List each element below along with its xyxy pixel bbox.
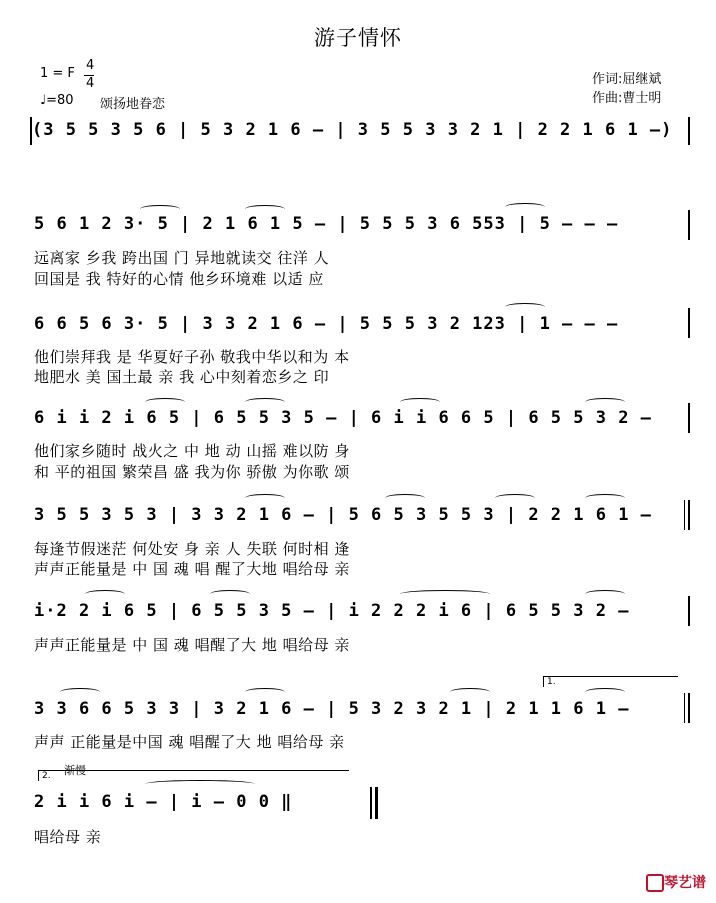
composer: 作曲:曹士明	[592, 91, 662, 106]
slur	[210, 590, 250, 598]
volta-1-label: 1.	[547, 677, 556, 687]
slur	[495, 494, 535, 502]
lyrics-row-5-verse-1: 每逢节假迷茫 何处安 身 亲 人 失联 何时相 逢	[34, 540, 350, 558]
watermark-text: 琴艺谱	[664, 875, 706, 891]
lyrics-row-3-verse-2: 地肥水 美 国土最 亲 我 心中刻着恋乡之 印	[34, 368, 330, 386]
notation-row-5: 3 5 5 3 5 3 | 3 3 2 1 6 – | 5 6 5 3 5 5 3 | 2 2 1 6 1 –	[34, 505, 652, 525]
lyrics-row-2-verse-1: 远离家 乡我 跨出国 门 异地就读交 往洋 人	[34, 249, 330, 267]
slur	[585, 398, 625, 406]
tempo-mark: ♩=80	[40, 93, 74, 108]
lyrics-row-7: 声声 正能量是中国 魂 唱醒了大 地 唱给母 亲	[34, 733, 345, 751]
notation-row-7: 3 3 6 6 5 3 3 | 3 2 1 6 – | 5 3 2 3 2 1 | 2 1 1 6 1 –	[34, 699, 630, 719]
slur	[85, 590, 125, 598]
repeat-barline	[688, 500, 690, 530]
slur	[245, 398, 285, 406]
slur	[245, 494, 285, 502]
repeat-barline	[688, 693, 690, 723]
notation-row-6: i·2 2 i 6 5 | 6 5 5 3 5 – | i 2 2 2 i 6 | 6 5 5 3 2 –	[34, 601, 630, 621]
slur	[385, 494, 425, 502]
ritardando-mark: 渐慢	[64, 764, 86, 777]
lyrics-row-4-verse-2: 和 平的祖国 繁荣昌 盛 我为你 骄傲 为你歌 颂	[34, 463, 350, 481]
notation-row-2: 5 6 1 2 3· 5 | 2 1 6 1 5 – | 5 5 5 3 6 553 | 5 – – –	[34, 214, 619, 234]
barline	[688, 596, 690, 626]
slur	[245, 688, 285, 696]
time-signature-line	[84, 75, 94, 76]
notation-row-8: 2 i i 6 i – | i – 0 0 ‖	[34, 792, 293, 812]
barline	[688, 403, 690, 433]
final-barline-thick	[375, 787, 378, 819]
barline	[688, 308, 690, 338]
final-barline-thin	[370, 787, 372, 819]
slur	[505, 303, 545, 311]
barline	[688, 117, 690, 145]
repeat-barline-thin	[684, 693, 685, 723]
watermark-logo-icon	[646, 874, 664, 892]
lyrics-row-8: 唱给母 亲	[34, 828, 102, 846]
slur	[585, 494, 625, 502]
barline	[688, 210, 690, 240]
key-signature: 1 = F	[40, 66, 75, 81]
slur	[245, 205, 285, 213]
notation-row-4: 6 i i 2 i 6 5 | 6 5 5 3 5 – | 6 i i 6 6 5 | 6 5 5 3 2 –	[34, 408, 652, 428]
volta-2-label: 2.	[42, 771, 51, 781]
lyrics-row-2-verse-2: 回国是 我 特好的心情 他乡环境难 以适 应	[34, 270, 324, 288]
slur	[145, 780, 255, 788]
slur	[585, 688, 625, 696]
time-signature-bottom: 4	[86, 76, 95, 91]
notation-row-1: (3 5 5 3 5 6 | 5 3 2 1 6 – | 3 5 5 3 3 2 1 | 2 2 1 6 1 –)	[32, 120, 673, 140]
slur	[505, 203, 545, 211]
lyricist: 作词:屈继斌	[592, 72, 662, 87]
slur	[450, 688, 490, 696]
notation-row-3: 6 6 5 6 3· 5 | 3 3 2 1 6 – | 5 5 5 3 2 123 | 1 – – –	[34, 314, 619, 334]
lyrics-row-3-verse-1: 他们崇拜我 是 华夏好子孙 敬我中华以和为 本	[34, 348, 350, 366]
slur	[585, 590, 625, 598]
time-signature-top: 4	[86, 58, 95, 73]
expression-mark: 颂扬地眷恋	[100, 97, 166, 112]
song-title: 游子情怀	[314, 26, 402, 50]
lyrics-row-4-verse-1: 他们家乡随时 战火之 中 地 动 山摇 难以防 身	[34, 442, 350, 460]
slur	[400, 398, 440, 406]
lyrics-row-5-verse-2: 声声正能量是 中 国 魂 唱 醒了大地 唱给母 亲	[34, 560, 350, 578]
slur	[400, 590, 490, 598]
slur	[60, 688, 100, 696]
barline	[30, 117, 32, 145]
repeat-barline-thin	[684, 500, 685, 530]
volta-bracket-1	[543, 676, 678, 687]
slur	[140, 205, 180, 213]
slur	[145, 398, 185, 406]
lyrics-row-6: 声声正能量是 中 国 魂 唱醒了大 地 唱给母 亲	[34, 636, 350, 654]
